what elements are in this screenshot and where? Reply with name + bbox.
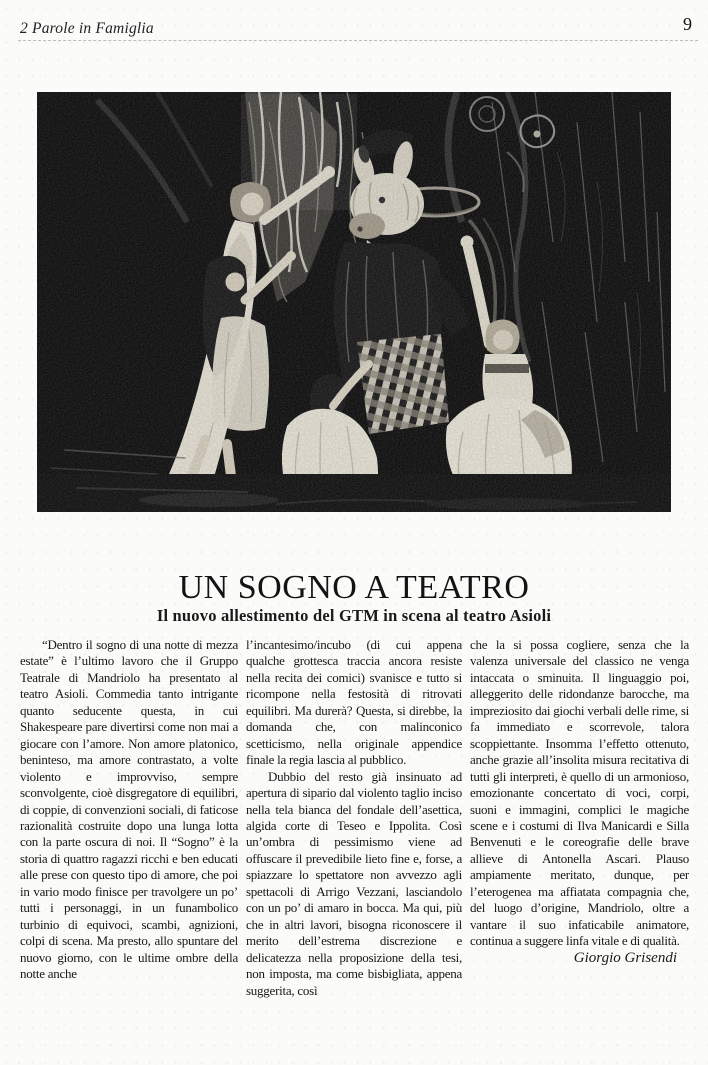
text-column-3 [470,637,689,1065]
byline: Giorgio Grisendi [573,949,677,966]
paragraph: Dubbio del resto già insinuato ad apertura di sipario dal violento taglio inciso nella tela bianca del fondale dell’asettica, algida corte di Teseo e Ippolita. Così un’ombra di pessimismo viene ad offuscare il prevedibile lieto fine e, forse, a spiazzare lo spettatore non avvezzo agli spettacoli di Arrigo Vezzani, lasciandolo con un po’ di amaro in bocca. Ma qui, più che in altri lavori, bisogna riconoscere il merito dell’estrema discrezione e delicatezza nella proposizione della tesi, non imposta, ma come bisbigliata, appena suggerita, così [246,768,462,998]
text-column-1 [20,637,238,1065]
masthead: 2 Parole in Famiglia [20,20,154,37]
stage-photo [37,92,671,512]
paragraph: “Dentro il sogno di una notte di mezza estate” è l’ultimo lavoro che il Gruppo Teatrale di Mandriolo ha presentato al teatro Asioli. Commedia tanto intrigante quanto seducente questa, in cui Shakespeare pare divertirsi come non mai a giocare con l’amore. Non amore platonico, beninteso, ma amore contrastato, a volte violento e improvviso, sempre sconvolgente, cioè disgregatore di equilibri, di coppie, di convenzioni sociali, di faticose razionalità costruite dopo una lunga lotta con la parte oscura di noi. Il “Sogno” è la storia di quattro ragazzi ricchi e ben educati alle prese con questo tipo di amore, che poi in vario modo finisce per travolgere un po’ tutti i personaggi, in un funambolico turbinio di equivoci, scambi, agnizioni, colpi di scena. Ma presto, allo spuntare del nuovo giorno, con le ultime ombre della notte anche [20,637,238,982]
stage-photo-art [37,92,671,512]
article-subtitle: Il nuovo allestimento del GTM in scena al teatro Asioli [156,606,552,625]
paragraph: che la si possa cogliere, senza che la valenza universale del classico ne venga intaccata o sminuita. Il linguaggio poi, alleggerito delle ridondanze barocche, ma impreziosito dai giochi verbali delle rime, si fa immediato e scorrevole, talora scoppiettante. Insomma l’effetto ottenuto, anche grazie all’insolita misura recitativa di tutti gli interpreti, è quello di un armonioso, emozionante concertato di voci, corpi, suoni e immagini, complici le magiche scene e i costumi di Ilva Manicardi e Silla Benvenuti e le coreografie delle brave allieve di Antonella Ascari. Plauso ampiamente meritato, dunque, per l’eterogenea ma affiatata compagnia che, del luogo d’origine, Mandriolo, oltre a vantare il suo infaticabile animatore, continua a suggere linfa vitale e di qualità. [470,637,689,949]
film-grain [37,92,671,512]
article-title: UN SOGNO A TEATRO [178,569,530,606]
text-column-2 [246,637,462,1065]
page-number: 9 [683,14,692,34]
paragraph: l’incantesimo/incubo (di cui appena qualche grottesca traccia ancora resiste nella recita dei comici) svanisce e tutto si ricompone nella festosità di ritrovati equilibri. Ma durerà? Questa, si direbbe, la domanda che, con malinconico scetticismo, nella originale appendice finale la regia lascia al pubblico. [246,637,462,768]
header-rule [18,40,698,41]
